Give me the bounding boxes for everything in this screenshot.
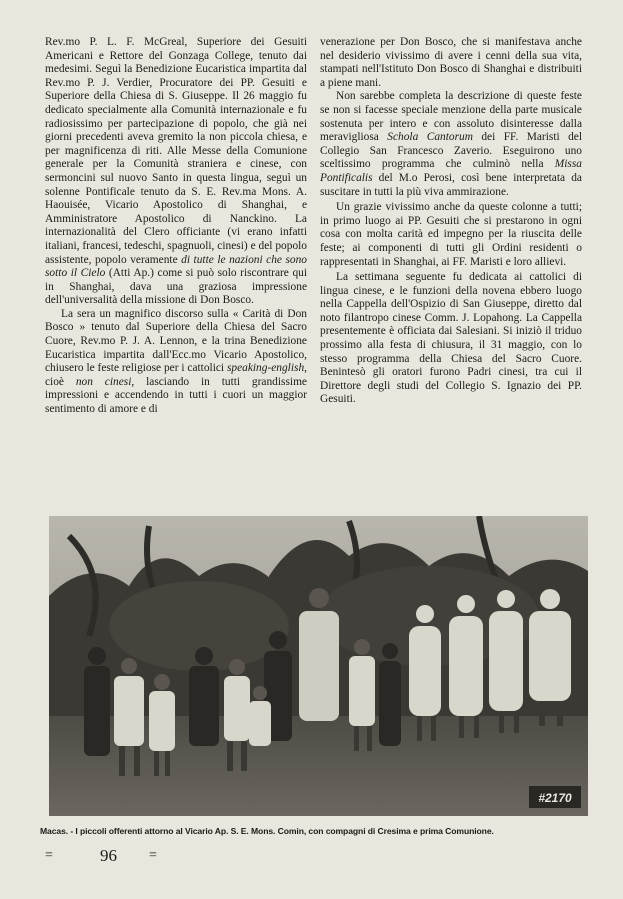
left-paragraph-1: Rev.mo P. L. F. McGreal, Superiore dei Gesuiti Americani e Rettore del Gonzaga College, tenuto dai medesimi. Seguì la Benedizione Eucaristica impartita dal Rev.mo P. J. Verdier, Procuratore dei PP. Gesuiti e Superiore della Chiesa di S. Giuseppe. Il 26 maggio fu dedicato specialmente alla Comunità internazionale e fu radiosissimo per partecipazione di popolo, che già nei giorni precedenti aveva gremito la non piccola chiesa, e per magnificenza di riti. Alle Messe della Comunione generale per la Comunità straniera e cinese, con sermoncini sul nuovo Santo in questa lingua, seguì un solenne Pontificale tenuto da S. E. Rev.ma Mons. A. Haouisée, Vicario Apostolico di Shanghai, e Amministratore Apostolico di Nanckino. La internazionalità del Clero officiante (vi erano infatti italiani, francesi, tedeschi, spagnuoli, cinesi) e del popolo assistente, popolo veramente di tutte le nazioni che sono sotto il Cielo (Atti Ap.) come si può solo riscontrare qui in Shanghai, dava una graziosa impressione dell'universalità della missione di Don Bosco. bbox=[45, 36, 308, 307]
page-footer bbox=[45, 846, 245, 870]
left-column bbox=[45, 36, 307, 417]
right-paragraph-1: venerazione per Don Bosco, che si manifestava anche nel desiderio vivissimo di avere i cenni della sua vita, stampati nell'Istituto Don Bosco di Shanghai e distribuiti a piene mani. bbox=[320, 36, 582, 89]
footer-ornament-right: = bbox=[149, 848, 155, 863]
right-paragraph-4: La settimana seguente fu dedicata ai cattolici di lingua cinese, e le funzioni della novena ebbero luogo nella Cappella dell'Ospizio di San Giuseppe, diretto dal noto filantropo cinese Comm. J. Lopahong. La Cappella presentemente è officiata dai Salesiani. Si iniziò il triduo prossimo alla festa di chiusura, il 31 maggio, con lo stesso programma della Chiesa del Sacro Cuore. Benintesò gli oratori furono Padri cinesi, tra cui il Direttore degli studi del Collegio S. Ignazio dei PP. Gesuiti. bbox=[320, 271, 582, 406]
group-photo-illustration bbox=[49, 516, 588, 816]
left-paragraph-2: La sera un magnifico discorso sulla « Carità di Don Bosco » tenuto dal Superiore della Chiesa del Sacro Cuore, Rev.mo P. J. A. Lennon, e la trina Benedizione Eucaristica impartita dall'Ecc.mo Vicario Apostolico, chiusero le feste religiose per i cattolici speaking-english, cioè non cinesi, lasciando in tutti grandissime impressioni e accendendo in tutti i cuori un maggior sentimento di amore e di bbox=[45, 307, 307, 416]
footer-ornament-left: = bbox=[45, 848, 51, 863]
group-photo bbox=[49, 516, 588, 816]
archive-stamp: #2170 bbox=[538, 791, 572, 805]
right-paragraph-2: Non sarebbe completa la descrizione di queste feste se non si facesse speciale menzione della parte musicale sostenuta per intero e con assoluto disinteresse dalla meravigliosa Schola Cantorum dei FF. Maristi del Collegio San Francesco Zaverio. Eseguirono uno sceltissimo programma che culminò nella Missa Pontificalis del M.o Perosi, così bene interpretata da suscitare in tutti la più viva ammirazione. bbox=[320, 90, 582, 198]
page-number: 96 bbox=[100, 846, 117, 865]
right-column bbox=[320, 36, 582, 407]
photo-caption: Macas. - I piccoli offerenti attorno al Vicario Ap. S. E. Mons. Comin, con compagni di Cresima e prima Comunione. bbox=[40, 826, 494, 836]
right-paragraph-3: Un grazie vivissimo anche da queste colonne a tutti; in primo luogo ai PP. Gesuiti che si prestarono in ogni cosa con molta carità ed impegno per la riuscita delle feste; ai componenti di tutti gli Ordini residenti o rappresentati in Shanghai, ai FF. Maristi e loro allievi. bbox=[320, 201, 582, 268]
